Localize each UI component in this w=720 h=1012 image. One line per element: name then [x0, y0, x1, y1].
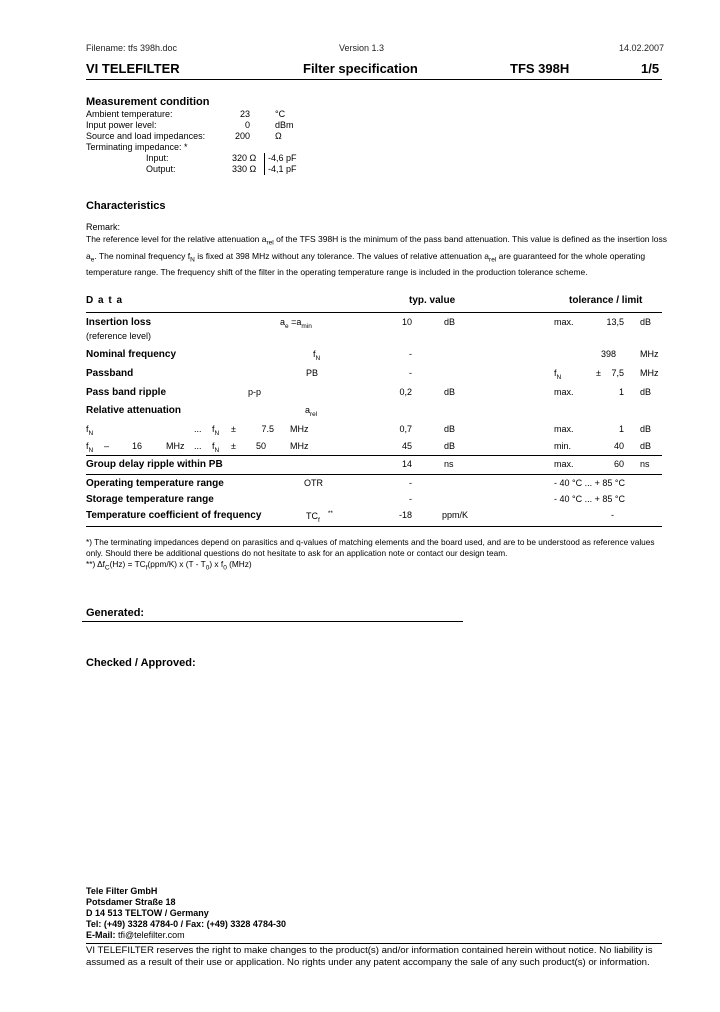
footer-phone: Tel: (+49) 3328 4784-0 / Fax: (+49) 3328 4784-30 [86, 919, 286, 929]
rel-row2-tol-kind: min. [554, 441, 572, 451]
output-value: 330 Ω [232, 164, 257, 174]
rel-row1-tol-val: 1 [618, 424, 624, 434]
terminating-label: Terminating impedance: * [86, 142, 188, 152]
rel-row1-pm: ± [231, 424, 236, 434]
table-header-divider [86, 312, 662, 313]
ambient-label: Ambient temperature: [86, 109, 173, 119]
document-title: Filter specification [303, 61, 418, 76]
rel-row1-val: 7.5 [261, 424, 274, 434]
generated-signature-line [82, 621, 463, 622]
table-bottom-divider [86, 526, 662, 527]
rel-row2-tol-unit: dB [640, 441, 652, 451]
footnotes [86, 537, 655, 574]
tcf-tol: - [611, 510, 614, 520]
passband-tol-val: 7,5 [611, 368, 624, 378]
rel-row1-typ-unit: dB [444, 424, 456, 434]
col-typ-header: typ. value [409, 295, 456, 306]
footer-disclaimer [86, 945, 653, 969]
tcf-typ: -18 [398, 510, 412, 520]
footer-address [86, 886, 286, 941]
ambient-value: 23 [239, 109, 250, 119]
checked-label: Checked / Approved: [86, 657, 196, 669]
rel-row2-val: 50 [255, 441, 266, 451]
filename-label: Filename: tfs 398h.doc [86, 43, 178, 53]
ripple-label: Pass band ripple [86, 387, 167, 398]
impedance-separator [264, 153, 265, 175]
insertion-loss-typ-unit: dB [444, 317, 456, 327]
nominal-freq-tol-unit: MHz [640, 349, 659, 359]
insertion-loss-tol-unit: dB [640, 317, 652, 327]
passband-label: Passband [86, 368, 134, 379]
nominal-freq-label: Nominal frequency [86, 349, 177, 360]
otr-typ: - [409, 478, 412, 488]
tcf-label: Temperature coefficient of frequency [86, 510, 262, 521]
output-label: Output: [146, 164, 176, 174]
ambient-unit: °C [275, 109, 286, 119]
remark-text: The reference level for the relative attenuation $a_{rel}$ of the TFS 398H is the minimum of the pass band attenuation. This value is defined as the insertion loss $a_e$. The nominal frequency $f_N$ is fixed at 398 MHz without any tolerance. The values of relative attenuation $a_{rel}$ are guaranteed for the whole operating temperature range. The frequency shift of the filter in the operating temperature range is included in the production tolerance scheme. [86, 234, 668, 278]
footnote-1-line2: only. Should there be additional questions do not hesitate to ask for an application note or contact our design team. [86, 548, 508, 558]
group-delay-typ: 14 [401, 459, 412, 469]
date-label: 14.02.2007 [619, 43, 665, 53]
footer-city: D 14 513 TELTOW / Germany [86, 908, 209, 918]
rel-row2-op: – [104, 441, 110, 451]
passband-typ: - [409, 368, 412, 378]
storage-tol: - 40 °C ... + 85 °C [554, 494, 625, 504]
impedance-label: Source and load impedances: [86, 131, 206, 141]
header-divider [86, 79, 662, 80]
rel-row2-dots: ... [194, 441, 202, 451]
characteristics-heading: Characteristics [86, 200, 166, 212]
insertion-loss-symbol: $a_e =a_{min}$ [280, 317, 312, 330]
footnote-2: **) $\Delta f_C(Hz) = TC_f(ppm/K)$ x $(T - T_0)$ x $f_0$ (MHz) [86, 559, 252, 572]
rel-row1-tol-kind: max. [554, 424, 574, 434]
part-number: TFS 398H [510, 61, 570, 76]
col-tol-header: tolerance / limit [569, 295, 643, 306]
rel-row1-dots: ... [194, 424, 202, 434]
input-cap: -4,6 pF [268, 153, 297, 163]
rel-row2-pm: ± [231, 441, 236, 451]
output-cap: -4,1 pF [268, 164, 297, 174]
input-value: 320 Ω [232, 153, 257, 163]
rel-row2-v1: 16 [131, 441, 142, 451]
rel-row2-tol-val: 40 [613, 441, 624, 451]
ripple-typ: 0,2 [399, 387, 412, 397]
power-unit: dBm [275, 120, 294, 130]
table-divider-2 [86, 474, 662, 475]
otr-label: Operating temperature range [86, 478, 224, 489]
rel-row1-unit: MHz [290, 424, 309, 434]
page-number: 1/5 [641, 61, 660, 76]
ripple-tol-unit: dB [640, 387, 652, 397]
ripple-note: p-p [248, 387, 262, 397]
measurement-heading: Measurement condition [86, 96, 210, 108]
remark-label: Remark: [86, 222, 121, 232]
rel-row1-typ: 0,7 [399, 424, 412, 434]
passband-symbol: PB [306, 368, 319, 378]
ripple-tol-kind: max. [554, 387, 574, 397]
rel-row1-f2: $f_N$ [212, 424, 220, 437]
rel-row1-f: $f_N$ [86, 424, 94, 437]
col-data-header: D a t a [86, 295, 124, 306]
otr-symbol: OTR [304, 478, 323, 488]
power-value: 0 [244, 120, 250, 130]
rel-att-symbol: $a_{rel}$ [305, 405, 318, 418]
footer-email-row: E-Mail: tfi@telefilter.com [86, 930, 185, 940]
tcf-symbol: $TC_f^{**}$ [306, 510, 333, 524]
nominal-freq-tol-val: 398 [600, 349, 616, 359]
disclaimer-line1: VI TELEFILTER reserves the right to make changes to the product(s) and/or information contained herein without notice. No liability is [86, 945, 653, 956]
passband-tol-pm: ± [596, 368, 601, 378]
company-logo-text: VI TELEFILTER [86, 61, 180, 76]
footer-company: Tele Filter GmbH [86, 886, 158, 896]
rel-row2-f2: $f_N$ [212, 441, 220, 454]
passband-tol-unit: MHz [640, 368, 659, 378]
rel-att-label: Relative attenuation [86, 405, 182, 416]
insertion-loss-typ: 10 [401, 317, 412, 327]
group-delay-typ-unit: ns [444, 459, 454, 469]
rel-row1-tol-unit: dB [640, 424, 652, 434]
disclaimer-line2: assumed as a result of their use or application. No rights under any patent accompany the sale of any such product(s) or information. [86, 957, 650, 968]
impedance-value: 200 [234, 131, 250, 141]
tcf-typ-unit: ppm/K [442, 510, 469, 520]
group-delay-label: Group delay ripple within PB [86, 459, 223, 470]
nominal-freq-symbol: $f_N$ [313, 349, 321, 362]
insertion-loss-tol-kind: max. [554, 317, 574, 327]
footnote-1-line1: *) The terminating impedances depend on parasitics and q-values of matching elements and the board used, and are to be understood as reference values [86, 537, 655, 547]
storage-label: Storage temperature range [86, 494, 214, 505]
insertion-loss-tol-val: 13,5 [606, 317, 624, 327]
impedance-unit: Ω [275, 131, 282, 141]
storage-typ: - [409, 494, 412, 504]
footer-divider [86, 943, 662, 944]
rel-row2-unit: MHz [290, 441, 309, 451]
rel-row2-f: $f_N$ [86, 441, 94, 454]
input-label: Input: [146, 153, 169, 163]
group-delay-tol-val: 60 [613, 459, 624, 469]
insertion-loss-label: Insertion loss [86, 317, 152, 328]
power-label: Input power level: [86, 120, 157, 130]
table-divider-1 [86, 455, 662, 456]
insertion-loss-sublabel: (reference level) [86, 331, 152, 341]
footer-street: Potsdamer Straße 18 [86, 897, 176, 907]
group-delay-tol-kind: max. [554, 459, 574, 469]
ripple-tol-val: 1 [618, 387, 624, 397]
group-delay-tol-unit: ns [640, 459, 650, 469]
otr-tol: - 40 °C ... + 85 °C [554, 478, 625, 488]
ripple-typ-unit: dB [444, 387, 456, 397]
rel-row2-typ: 45 [401, 441, 412, 451]
rel-row2-u1: MHz [166, 441, 185, 451]
version-label: Version 1.3 [339, 43, 385, 53]
generated-label: Generated: [86, 607, 145, 619]
passband-tol-sym: $f_N$ [554, 368, 562, 381]
footer-email-link[interactable]: tfi@telefilter.com [118, 930, 185, 940]
nominal-freq-typ: - [409, 349, 412, 359]
rel-row2-typ-unit: dB [444, 441, 456, 451]
